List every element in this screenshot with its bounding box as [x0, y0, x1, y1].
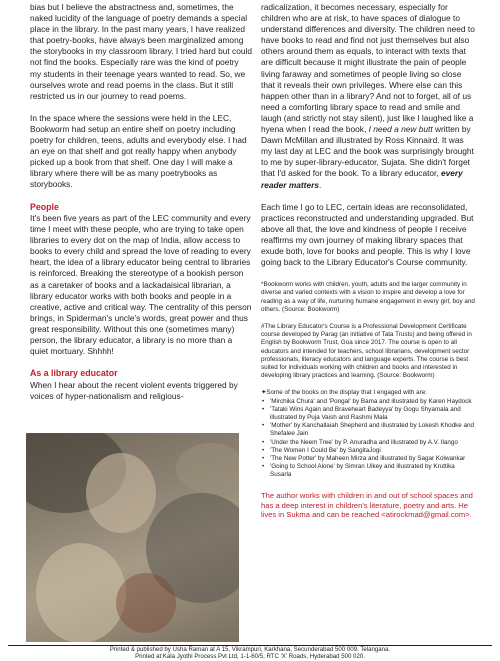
emphasis-every-reader-matters: every reader matters: [261, 168, 463, 190]
list-item: • 'Going to School Alone' by Simran Uikey and illustrated by Kruttika Susarla: [261, 463, 476, 479]
paragraph-each-time-lec: Each time I go to LEC, certain ideas are reconsolidated, practices reconstructed and understanding upgraded. But above all that, the love and kindness of people I receive reaffirms my own journey of making library spaces that exude both, love for books and people. This is why I love going back to the Library Educator's Course community.: [261, 201, 474, 268]
footer-line-printer: Printed at Kala Jyothi Process Pvt Ltd, 1-1-60/5, RTC 'X' Roads, Hyderabad 500 020.: [135, 653, 365, 661]
book-title-i-need-a-new-butt: I need a new butt: [368, 124, 433, 135]
paragraph-radicalization-mid: written by Dawn McMillan and illustrated by Ross Kinnaird. It was my last day at LEC and the book was surprisingly brought to me by super-library-educator, Sujata. She didn't forget that I'd asked for the book. To a library educator,: [261, 124, 474, 179]
list-item: • 'The New Potter' by Maheen Mirza and illustrated by Sagar Kolwankar: [261, 455, 476, 463]
list-item: • 'Under the Neem Tree' by P. Anuradha and illustrated by A.V. Ilango: [261, 439, 476, 447]
heading-library-educator: As a library educator: [30, 368, 118, 379]
books-list-title: ✦Some of the books on the display that I engaged with are:: [261, 389, 427, 397]
heading-people: People: [30, 201, 59, 212]
footnote-library-educators-course: #The Library Educator's Course is a Professional Development Certificate course developed by Parag (an initiative of Tata Trusts) and being offered in English by Bookworm Trust, Goa since 2017. The course is open to all educators and intended for teachers, school librarians, development sector professionals, literacy educators and language experts. The course is best suited for individuals working with children and books and interested in developing library practices and learning. (Source: Bookworm): [261, 322, 472, 380]
books-list: [261, 398, 476, 480]
publisher-footer: [0, 646, 500, 661]
author-email-link[interactable]: atirockmad@gmail.com: [385, 510, 466, 520]
paragraph-radicalization-end: .: [318, 179, 322, 190]
paragraph-library-educator: When I hear about the recent violent events triggered by voices of hyper-nationalism and religious-: [30, 379, 238, 401]
paragraph-poetry-bias: bias but I believe the abstractness and, sometimes, the naked lucidity of the language of poetry demands a special place in the library. In the past many years, I have realized that poetry-books, have always been marginalized among the storybooks in my classroom library. I tried hard but could not find the books. Especially rare was the kind of poetry my students in their teenage years wanted to read. So, we ourselves wrote and read poems in the class. But it still restricted us in our journey to read poems.: [30, 2, 252, 101]
paragraph-radicalization-start: radicalization, it becomes necessary, especially for children who are at risk, to have spaces of dialogue to understand differences and diversity. The children need to have books to read and find not just themselves but also others around them as equals, to interact with texts that are difficult because it might illustrate the pain of people living faraway and sometimes of people living so close that it reveals their own privileges. Where else can this happen other than in a library? And not to forget, all of us need a comforting library space to read and smile and laugh (and strictly not stay silent), just like I laughed like a hyena when I read the book,: [261, 2, 475, 135]
footnote-bookworm: *Bookworm works with children, youth, adults and the larger community in diverse and varied contexts with a vision to inspire and develop a love for reading as a way of life, nurturing humane engagement in every girl, boy and others. (Source: Bookworm): [261, 281, 475, 313]
right-column: [261, 2, 476, 520]
author-bio: [261, 491, 476, 521]
paragraph-radicalization: [261, 2, 476, 191]
list-item: • 'The Women I Could Be' by SangitaJogi: [261, 447, 476, 455]
list-item: • 'Mother' by Kanchallaiah Shepherd and illustrated by Lokesh Khodke and Shefalee Jain: [261, 422, 476, 438]
author-bio-end: >.: [465, 510, 472, 520]
library-session-photo: [26, 433, 239, 642]
list-item: • 'Mirchika Chura' and 'Pongal' by Bama and illustrated by Karen Haydock: [261, 398, 476, 406]
list-item: • 'Tataki Wins Again and Braveheart Badeyya' by Gogu Shyamala and illustrated by Puja Vaish and Rashmi Mala: [261, 406, 476, 422]
paragraph-people: It's been five years as part of the LEC community and every time I meet with these people, who are trying to take open libraries to every dot on the map of India, allow access to books to every child and spread the love of reading to every heart, the idea of a library educator being central to libraries is reinforced. Breaking the stereotype of a bookish person as a caretaker of books and a lackadaisical librarian, a library educator works with both books and people in a creative, active and critical way. The centrality of this person brings, in Spiderman's uncle's words, great power and thus great responsibility. Without this one (sometimes many) person, the library educator, a library is no more than a quiet mortuary. Shhhh!: [30, 213, 252, 357]
author-bio-text: The author works with children in and out of school spaces and has a deep interest in children's literature, poetry and arts. He lives in Sukma and can be reached <: [261, 490, 473, 520]
paragraph-poetry-shelf: In the space where the sessions were held in the LEC, Bookworm had setup an entire shelf on poetry including poetry for children, teens, adults and everybody else. I had an eye on that shelf and got really happy when anybody picked up a book from that shelf. One day I will make a library where there will be as many poetrybooks as storybooks.: [30, 112, 247, 190]
footer-line-publisher: Printed & published by Usha Raman at A 15, Vikrampuri, Karkhana, Secunderabad 500 009. Telangana.: [109, 646, 391, 653]
left-column: [30, 2, 252, 402]
